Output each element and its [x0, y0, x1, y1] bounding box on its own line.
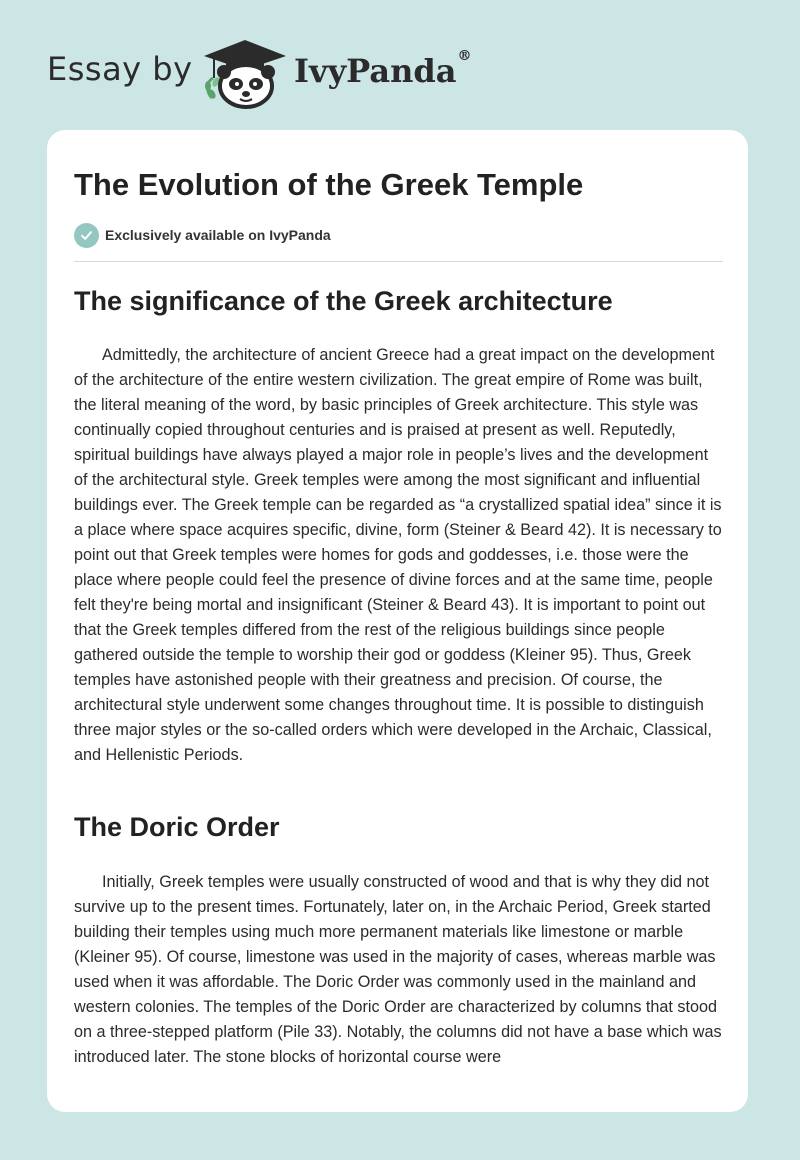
- section-heading-significance: The significance of the Greek architecture: [74, 286, 613, 316]
- essay-by-label: Essay by: [47, 50, 193, 88]
- section-heading-doric-order: The Doric Order: [74, 812, 280, 842]
- section-paragraph-significance: Admittedly, the architecture of ancient Greece had a great impact on the development of the architecture of the entire western civilization. The great empire of Rome was built, the literal meaning of the word, by basic principles of Greek architecture. This style was continually copied throughout centuries and is praised at present as well. Reputedly, spiritual buildings have always played a major role in people’s lives and the development of the architectural style. Greek temples were among the most significant and influential buildings ever. The Greek temple can be regarded as “a crystallized spatial idea” since it is a place where space acquires specific, divine, form (Steiner & Beard 42). It is necessary to point out that Greek temples were homes for gods and goddesses, i.e. those were the place where people could feel the presence of divine forces and at the same time, people felt they're being mortal and insignificant (Steiner & Beard 43). It is important to point out that the Greek temples differed from the rest of the religious buildings since people gathered outside the temple to worship their god or goddess (Kleiner 95). Thus, Greek temples have astonished people with their greatness and precision. Of course, the architectural style underwent some changes throughout time. It is possible to distinguish three major styles or the so-called orders which were developed in the Archaic, Classical, and Hellenistic Periods.: [74, 346, 722, 764]
- exclusive-badge-label: Exclusively available on IvyPanda: [105, 227, 331, 243]
- essay-title: The Evolution of the Greek Temple: [74, 167, 584, 202]
- panda-graduation-icon: [200, 34, 290, 110]
- brand-name: IvyPanda®: [294, 48, 472, 90]
- check-circle-icon: [74, 223, 99, 248]
- site-header: [0, 0, 800, 130]
- section-paragraph-doric-order: Initially, Greek temples were usually constructed of wood and that is why they did not survive up to the present times. Fortunately, later on, in the Archaic Period, Greek started building their temples using much more permanent materials like limestone or marble (Kleiner 95). Of course, limestone was used in the majority of cases, whereas marble was used when it was affordable. The Doric Order was commonly used in the mainland and western colonies. The temples of the Doric Order are characterized by columns that stood on a three-stepped platform (Pile 33). Notably, the columns did not have a base which was introduced later. The stone blocks of horizontal course were: [74, 873, 722, 1066]
- registered-mark: ®: [457, 48, 472, 64]
- title-divider: [74, 261, 723, 262]
- essay-card: [47, 130, 748, 1112]
- exclusive-badge: [74, 222, 331, 248]
